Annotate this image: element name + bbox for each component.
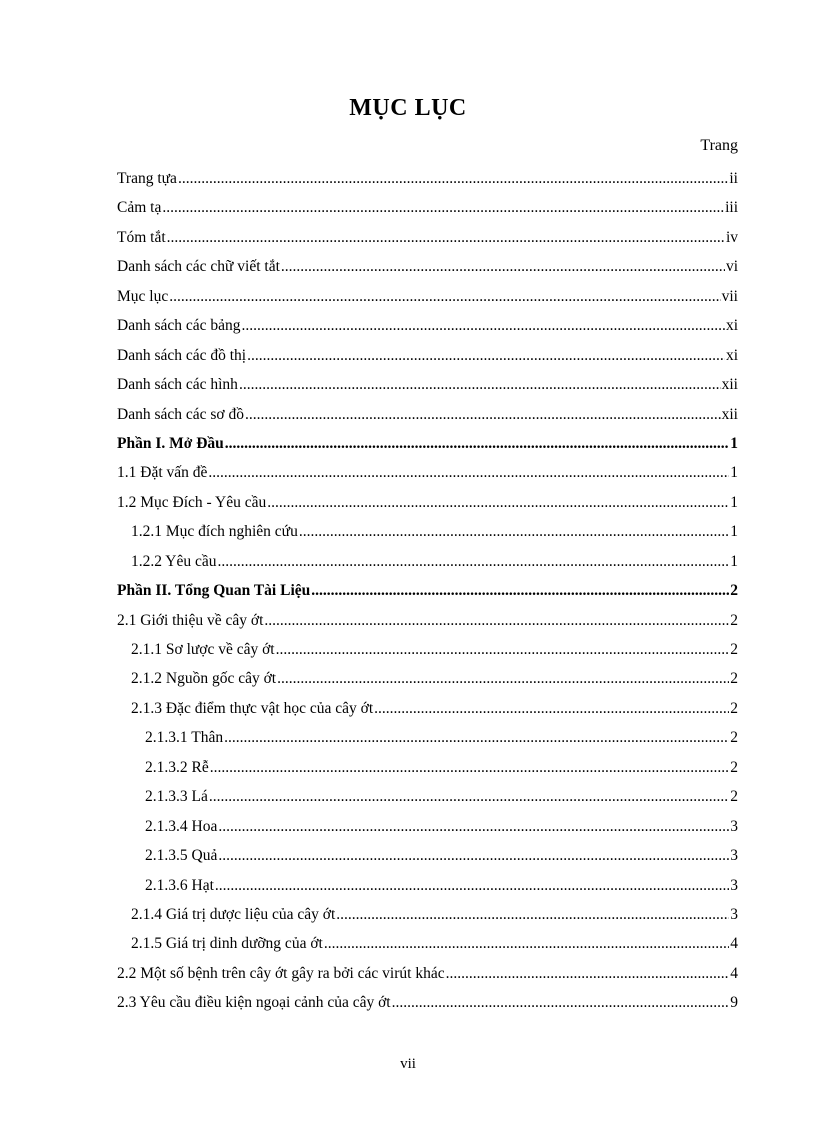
toc-entry-title: 2.1.2 Nguồn gốc cây ớt xyxy=(131,670,277,688)
dot-leader xyxy=(209,787,729,807)
toc-entry-title: Danh sách các bảng xyxy=(117,317,241,335)
toc-entry-page: 4 xyxy=(730,935,738,953)
toc-entry-page: xii xyxy=(721,405,738,423)
dot-leader xyxy=(277,669,729,689)
toc-entry[interactable] xyxy=(117,344,738,373)
dot-leader xyxy=(218,846,729,866)
toc-entry-title: Danh sách các hình xyxy=(117,376,238,394)
toc-entry-page: xi xyxy=(725,346,738,364)
dot-leader xyxy=(210,758,730,778)
dot-leader xyxy=(247,346,725,366)
toc-entry-title: Phần I. Mở Đầu xyxy=(117,434,224,452)
footer-page-number: vii xyxy=(400,1056,416,1072)
toc-entry-title: Mục lục xyxy=(117,287,169,305)
dot-leader xyxy=(218,552,730,572)
dot-leader xyxy=(276,640,730,660)
toc-entry-title: 2.1.3.6 Hạt xyxy=(145,876,214,894)
page-title: MỤC LỤC xyxy=(349,95,467,121)
toc-entry-title: 1.1 Đặt vấn đề xyxy=(117,464,208,482)
toc-entry[interactable] xyxy=(117,520,738,549)
toc-entry[interactable] xyxy=(117,756,738,785)
toc-entry-page: vi xyxy=(725,258,738,276)
toc-entry[interactable] xyxy=(117,932,738,961)
toc-entry-title: Tóm tắt xyxy=(117,228,166,246)
dot-leader xyxy=(324,934,729,954)
dot-leader xyxy=(392,993,730,1013)
toc-entry[interactable] xyxy=(117,226,738,255)
toc-entry-title: 2.1.3.4 Hoa xyxy=(145,817,218,835)
dot-leader xyxy=(239,375,721,395)
toc-entry-page: ii xyxy=(729,170,738,187)
toc-entry[interactable] xyxy=(117,550,738,579)
toc-entry[interactable] xyxy=(117,638,738,667)
toc-entry-page: 1 xyxy=(730,464,738,482)
dot-leader xyxy=(169,287,720,307)
dot-leader xyxy=(208,463,729,483)
toc-entry[interactable] xyxy=(117,403,738,432)
toc-entry-page: 1 xyxy=(730,523,738,541)
toc-entry[interactable] xyxy=(117,726,738,755)
toc-entry[interactable] xyxy=(117,903,738,932)
toc-entry[interactable] xyxy=(117,815,738,844)
dot-leader xyxy=(299,522,729,542)
toc-entry-page: 2 xyxy=(730,788,738,806)
toc-entry-title: Danh sách các sơ đồ xyxy=(117,405,244,423)
toc-entry-page: 2 xyxy=(730,611,738,629)
page-column-label: Trang xyxy=(700,137,738,154)
toc-entry-page: iv xyxy=(725,228,738,246)
dot-leader xyxy=(178,169,728,189)
toc-entry-title: 2.1.3.2 Rễ xyxy=(145,758,209,776)
toc-entry-page: 1 xyxy=(730,434,738,452)
dot-leader xyxy=(336,905,729,925)
toc-entry[interactable] xyxy=(117,962,738,991)
dot-leader xyxy=(311,581,729,601)
toc-entry[interactable] xyxy=(117,874,738,903)
dot-leader xyxy=(167,228,725,248)
toc-entry-page: vii xyxy=(721,287,738,305)
toc-entry-title: Danh sách các đồ thị xyxy=(117,346,247,364)
toc-entry-page: 1 xyxy=(730,493,738,511)
toc-entry-title: 1.2.2 Yêu cầu xyxy=(131,552,217,570)
dot-leader xyxy=(374,699,729,719)
dot-leader xyxy=(245,405,721,425)
toc-entry-page: 3 xyxy=(730,817,738,835)
toc-entry-title: 2.1.3.3 Lá xyxy=(145,788,208,806)
dot-leader xyxy=(218,817,729,837)
toc-entry-title: Trang tựa xyxy=(117,170,177,187)
toc-entry[interactable] xyxy=(117,697,738,726)
toc-entry-title: 2.2 Một số bệnh trên cây ớt gây ra bởi các virút khác xyxy=(117,964,445,982)
dot-leader xyxy=(281,257,725,277)
toc-entry-title: Cảm tạ xyxy=(117,199,162,217)
toc-entry-page: 9 xyxy=(730,994,738,1012)
toc-entry[interactable] xyxy=(117,255,738,284)
toc-entry-page: iii xyxy=(725,199,738,217)
toc-entry-page: xi xyxy=(725,317,738,335)
toc-entry[interactable] xyxy=(117,432,738,461)
toc-entry-page: 3 xyxy=(730,876,738,894)
toc-entry[interactable] xyxy=(117,844,738,873)
dot-leader xyxy=(446,964,730,984)
toc-entry-page: 2 xyxy=(730,758,738,776)
toc-entry-title: 1.2.1 Mục đích nghiên cứu xyxy=(131,523,298,541)
toc-entry-title: 2.1.3.1 Thân xyxy=(145,729,224,747)
toc-entry-title: Phần II. Tổng Quan Tài Liệu xyxy=(117,582,311,600)
dot-leader xyxy=(215,876,729,896)
toc-entry-title: 2.1.5 Giá trị dinh dưỡng của ớt xyxy=(131,935,323,953)
toc-entry-page: 2 xyxy=(730,670,738,688)
toc-entry-title: 2.1.3 Đặc điểm thực vật học của cây ớt xyxy=(131,699,374,717)
toc-entry-page: 3 xyxy=(730,847,738,865)
toc-entry[interactable] xyxy=(117,167,738,196)
toc-entry-page: 4 xyxy=(730,964,738,982)
toc-entry-page: 1 xyxy=(730,552,738,570)
dot-leader xyxy=(225,434,729,454)
toc-entry-page: 2 xyxy=(730,582,738,600)
dot-leader xyxy=(224,728,729,748)
toc-entry[interactable] xyxy=(117,609,738,638)
toc-entry[interactable] xyxy=(117,314,738,343)
toc-entry-title: Danh sách các chữ viết tắt xyxy=(117,258,280,276)
toc-entry[interactable] xyxy=(117,285,738,314)
toc-entry-page: 2 xyxy=(730,729,738,747)
toc-entry[interactable] xyxy=(117,785,738,814)
toc-entry[interactable] xyxy=(117,373,738,402)
toc-entry[interactable] xyxy=(117,667,738,696)
toc-entry-page: 3 xyxy=(730,905,738,923)
dot-leader xyxy=(267,493,729,513)
toc-entry[interactable] xyxy=(117,196,738,225)
toc-entry[interactable] xyxy=(117,491,738,520)
dot-leader xyxy=(264,611,729,631)
toc-entry-title: 2.1.1 Sơ lược về cây ớt xyxy=(131,641,275,658)
toc-entry-title: 2.1.3.5 Quả xyxy=(145,847,218,865)
toc-entry-page: xii xyxy=(721,376,738,394)
toc-entry[interactable] xyxy=(117,579,738,608)
toc-entry-title: 2.1.4 Giá trị dược liệu của cây ớt xyxy=(131,905,336,923)
table-of-contents xyxy=(117,167,738,1021)
toc-entry-title: 1.2 Mục Đích - Yêu cầu xyxy=(117,493,267,511)
toc-entry[interactable] xyxy=(117,991,738,1020)
toc-entry[interactable] xyxy=(117,461,738,490)
dot-leader xyxy=(162,198,724,218)
toc-entry-page: 2 xyxy=(730,641,738,658)
toc-entry-page: 2 xyxy=(730,699,738,717)
toc-entry-title: 2.3 Yêu cầu điều kiện ngoại cảnh của cây ớt xyxy=(117,994,391,1012)
dot-leader xyxy=(242,316,725,336)
toc-entry-title: 2.1 Giới thiệu về cây ớt xyxy=(117,611,264,629)
